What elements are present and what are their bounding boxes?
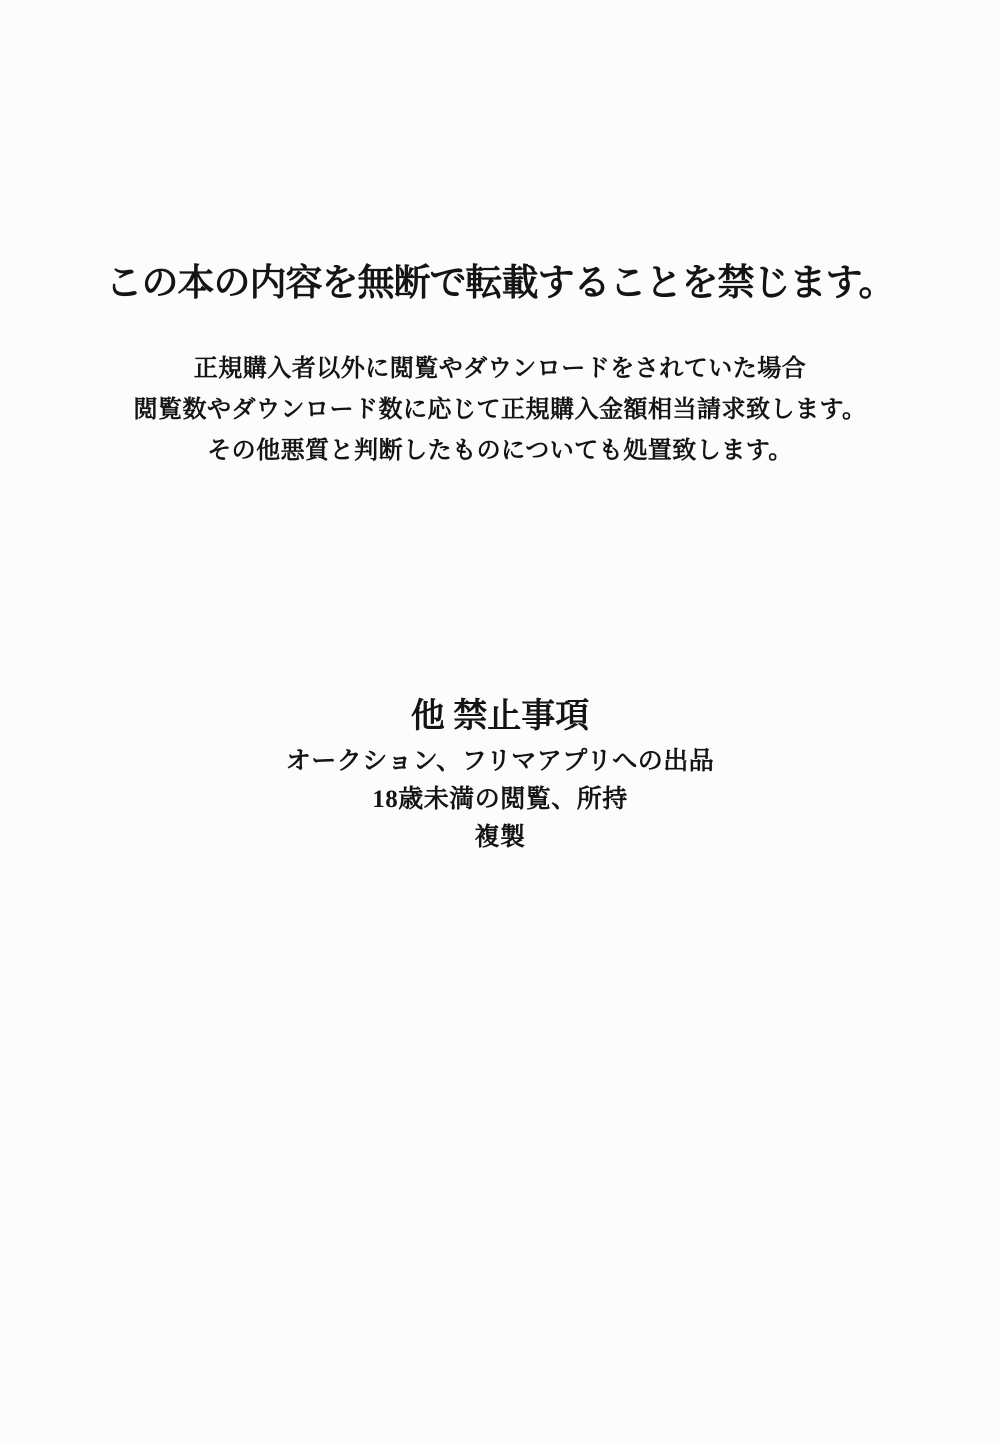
prohibited-item: 複製 (474, 824, 526, 851)
warning-line: その他悪質と判断したものについても処置致します。 (207, 438, 793, 464)
notice-title: この本の内容を無断で転載することを禁じます。 (105, 263, 895, 304)
warning-line: 正規購入者以外に閲覧やダウンロードをされていた場合 (193, 356, 807, 382)
prohibited-items-list (0, 743, 1000, 857)
warning-paragraph (0, 349, 1000, 472)
warning-line: 閲覧数やダウンロード数に応じて正規購入金額相当請求致します。 (133, 397, 867, 423)
prohibited-item: 18歳未満の閲覧、所持 (372, 786, 628, 813)
prohibited-item: オークション、フリマアプリへの出品 (285, 748, 715, 775)
prohibited-section-heading: 他 禁止事項 (410, 698, 590, 735)
